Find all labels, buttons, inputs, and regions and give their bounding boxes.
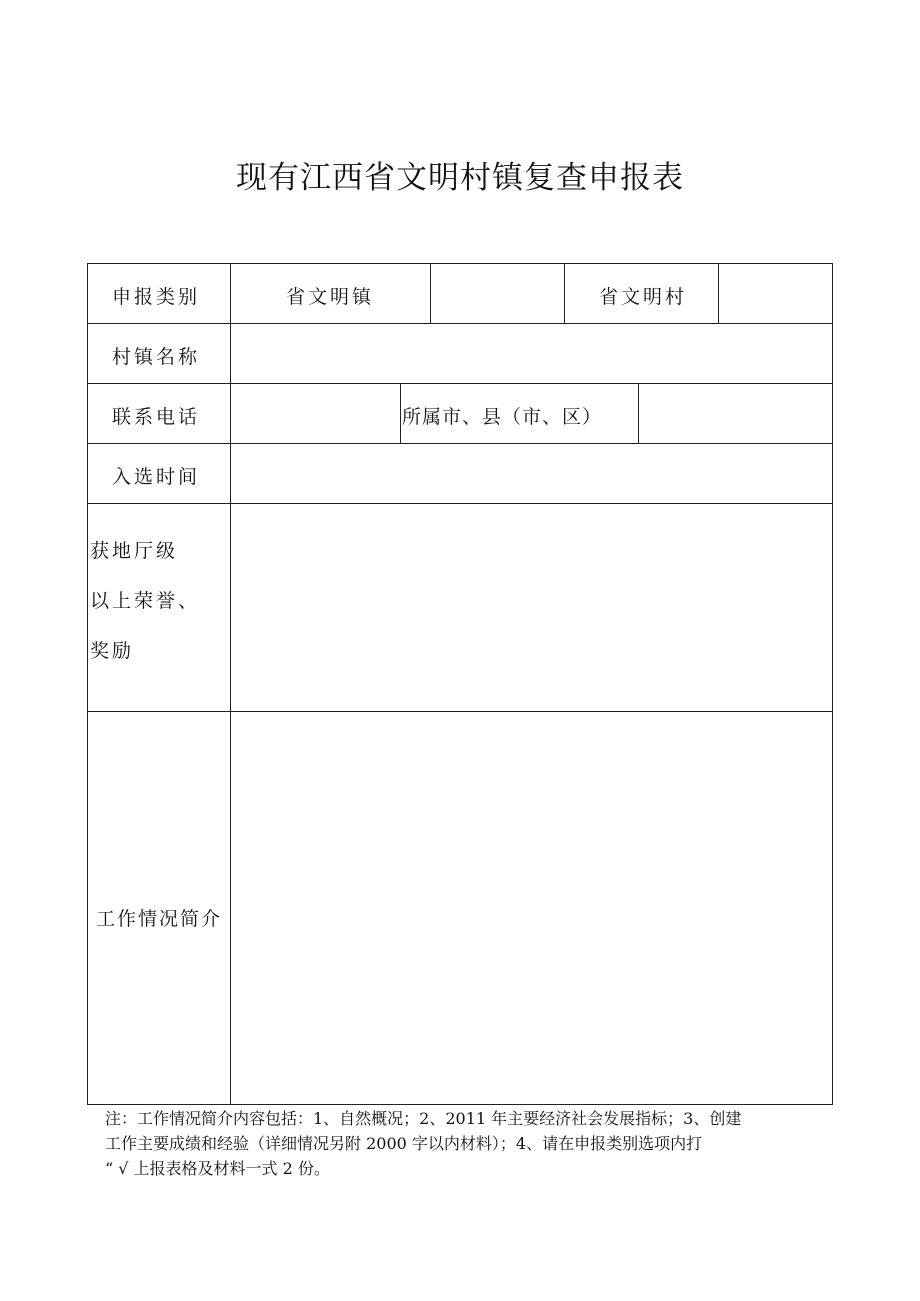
selected-time-label: 入选时间 [112, 466, 201, 488]
option-town-label: 省文明镇 [286, 286, 375, 308]
application-form-table [87, 263, 833, 1105]
footnote-line-3: “ √ 上报表格及材料一式 2 份。 [105, 1159, 330, 1178]
column-divider [564, 264, 565, 323]
name-field[interactable] [231, 324, 832, 383]
honors-label-line-3: 奖励 [90, 640, 135, 662]
category-label: 申报类别 [112, 286, 201, 308]
honors-field[interactable] [231, 504, 832, 711]
option-village-label: 省文明村 [599, 286, 688, 308]
selected-time-field[interactable] [231, 444, 832, 503]
column-divider [400, 383, 401, 443]
honors-label-line-2: 以上荣誉、 [90, 590, 201, 612]
honors-label-line-1: 获地厅级 [90, 540, 179, 562]
work-summary-field[interactable] [231, 712, 832, 1104]
region-field[interactable] [639, 384, 832, 443]
work-label: 工作情况简介 [96, 908, 223, 930]
phone-label: 联系电话 [112, 406, 201, 428]
name-label: 村镇名称 [112, 346, 201, 368]
region-label: 所属市、县（市、区） [402, 406, 603, 428]
page-title: 现有江西省文明村镇复查申报表 [236, 160, 684, 196]
footnote [105, 1106, 835, 1181]
phone-field[interactable] [231, 384, 400, 443]
town-check-cell[interactable] [431, 264, 564, 323]
footnote-line-2: 工作主要成绩和经验（详细情况另附 2000 字以内材料）；4、请在申报类别选项内打 [105, 1134, 703, 1153]
footnote-line-1: 注：工作情况简介内容包括：1、自然概况；2、2011 年主要经济社会发展指标；3、创建 [105, 1109, 742, 1128]
village-check-cell[interactable] [719, 264, 832, 323]
